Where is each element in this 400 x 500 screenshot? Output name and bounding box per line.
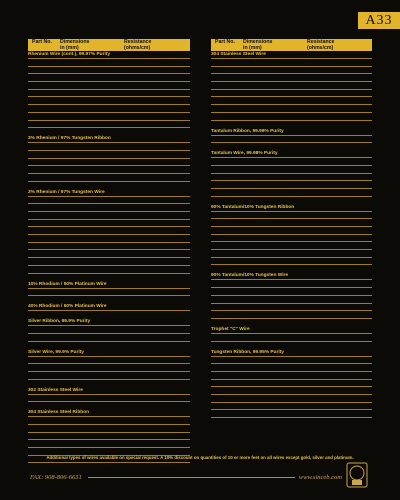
table-row-line [211, 287, 372, 288]
header-dimensions: Dimensions in (mm) [60, 39, 90, 51]
table-row-line [28, 127, 190, 128]
table-row-line [28, 371, 190, 372]
section-title: Silver Wire, 99.9% Purity [28, 349, 84, 355]
table-row-line [211, 196, 372, 197]
table-row-line [211, 120, 372, 121]
table-row-line [211, 96, 372, 97]
section-title: Trophet "C" Wire [211, 326, 250, 332]
table-row-line [28, 234, 190, 235]
section-title: 40% Rhodium / 60% Platinum Wire [28, 304, 107, 310]
table-row-line [28, 333, 190, 334]
table-row-line [28, 242, 190, 243]
table-header-left [28, 39, 190, 51]
table-row-line [28, 363, 190, 364]
product-section [28, 303, 190, 318]
table-row-line [211, 112, 372, 113]
table-row-line [28, 120, 190, 121]
table-row-line [28, 356, 190, 357]
table-row-line [211, 303, 372, 304]
table-row-line [211, 66, 372, 67]
table-row-line [28, 219, 190, 220]
product-section [28, 281, 190, 304]
page-number-badge: A33 [358, 12, 400, 29]
table-row-line [211, 379, 372, 380]
table-row-line [211, 165, 372, 166]
table-row-line [211, 371, 372, 372]
table-row-line [211, 188, 372, 189]
product-section [28, 409, 190, 470]
table-row-line [211, 264, 372, 265]
table-row-line [28, 249, 190, 250]
section-title: Tungsten Ribbon, 99.95% Purity [211, 349, 284, 355]
product-section [28, 189, 190, 281]
table-row-line [211, 417, 372, 418]
product-section [28, 51, 190, 135]
product-section [211, 51, 372, 128]
table-row-line [28, 257, 190, 258]
website-link[interactable]: www.sinceb.com [298, 474, 342, 481]
section-title: 90% Tantalum/10% Tungsten Wire [211, 273, 289, 279]
table-row-line [211, 58, 372, 59]
header-dimensions: Dimensions in (mm) [243, 39, 273, 51]
table-row-line [28, 158, 190, 159]
table-row-line [211, 356, 372, 357]
table-row-line [211, 218, 372, 219]
product-section [28, 318, 190, 348]
section-title: Rhenium Wire (cont.), 99.97% Purity [28, 52, 111, 57]
section-title: 3% Rhenium / 97% Tungsten Wire [28, 189, 105, 195]
table-row-line [211, 386, 372, 387]
table-row-line [28, 112, 190, 113]
product-section [211, 272, 372, 325]
product-section [211, 150, 372, 203]
header-part-no: Part No. [32, 39, 52, 45]
product-section [28, 349, 190, 387]
table-row-line [28, 66, 190, 67]
table-row-line [211, 249, 372, 250]
table-row-line [28, 58, 190, 59]
table-row-line [28, 165, 190, 166]
table-row-line [211, 104, 372, 105]
table-row-line [211, 135, 372, 136]
section-title: Tantalum Wire, 99.98% Purity [211, 151, 278, 157]
table-row-line [211, 257, 372, 258]
table-row-line [211, 89, 372, 90]
table-row-line [211, 81, 372, 82]
table-row-line [28, 150, 190, 151]
table-row-line [28, 203, 190, 204]
table-row-line [28, 394, 190, 395]
left-column [28, 39, 190, 470]
table-row-line [211, 157, 372, 158]
section-title: Silver Ribbon, 99.9% Purity [28, 319, 91, 325]
table-row-line [211, 333, 372, 334]
section-title: 304 Stainless Steel Ribbon [28, 410, 90, 416]
table-row-line [211, 409, 372, 410]
left-table-body [28, 51, 190, 470]
right-table-body [211, 51, 372, 425]
table-row-line [28, 424, 190, 425]
fax-number: FAX: 908-806-6631 [30, 474, 82, 481]
table-row-line [28, 432, 190, 433]
table-row-line [28, 81, 190, 82]
table-row-line [211, 234, 372, 235]
company-logo-icon [346, 462, 368, 488]
table-row-line [28, 265, 190, 266]
table-row-line [211, 363, 372, 364]
table-row-line [28, 181, 190, 182]
table-row-line [28, 104, 190, 105]
table-row-line [28, 96, 190, 97]
section-title: 10% Rhodium / 90% Platinum Wire [28, 281, 107, 287]
table-row-line [211, 142, 372, 143]
product-section [211, 204, 372, 273]
table-row-line [211, 226, 372, 227]
header-resistance: Resistance (ohms/cm) [124, 39, 152, 51]
header-resistance: Resistance (ohms/cm) [307, 39, 335, 51]
table-row-line [28, 211, 190, 212]
table-row-line [211, 341, 372, 342]
table-row-line [28, 462, 190, 463]
table-row-line [28, 439, 190, 440]
table-row-line [211, 180, 372, 181]
table-header-right [211, 39, 372, 51]
table-row-line [211, 310, 372, 311]
table-row-line [28, 447, 190, 448]
right-column [211, 39, 372, 425]
table-row-line [211, 402, 372, 403]
table-row-line [211, 394, 372, 395]
product-section [28, 135, 190, 188]
section-title: 3% Rhenium / 97% Tungsten Ribbon [28, 136, 111, 142]
table-row-line [211, 295, 372, 296]
table-row-line [28, 173, 190, 174]
table-row-line [28, 89, 190, 90]
table-row-line [211, 318, 372, 319]
table-row-line [28, 416, 190, 417]
footer-rule [88, 477, 295, 478]
table-row-line [28, 341, 190, 342]
product-section [211, 326, 372, 349]
section-title: Tantalum Ribbon, 99.98% Purity [211, 128, 284, 134]
section-title: 302 Stainless Steel Wire [28, 387, 83, 393]
table-row-line [28, 295, 190, 296]
table-row-line [28, 379, 190, 380]
table-row-line [28, 310, 190, 311]
table-row-line [211, 279, 372, 280]
table-row-line [28, 196, 190, 197]
table-row-line [211, 211, 372, 212]
product-section [211, 128, 372, 151]
table-row-line [28, 288, 190, 289]
table-row-line [28, 73, 190, 74]
header-part-no: Part No. [215, 39, 235, 45]
table-row-line [28, 325, 190, 326]
section-title: 90% Tantalum/10% Tungsten Ribbon [211, 204, 295, 210]
table-row-line [28, 226, 190, 227]
table-row-line [28, 273, 190, 274]
table-row-line [211, 241, 372, 242]
table-row-line [28, 142, 190, 143]
table-row-line [28, 401, 190, 402]
table-row-line [211, 173, 372, 174]
product-section [28, 387, 190, 410]
product-section [211, 349, 372, 426]
section-title: 304 Stainless Steel Wire [211, 52, 266, 57]
table-row-line [211, 73, 372, 74]
footer-note: Additional types of wires available on special request. A 10% discount on quantities of 10 or more feet on all wires except gold, silver and platinum. [46, 455, 354, 460]
